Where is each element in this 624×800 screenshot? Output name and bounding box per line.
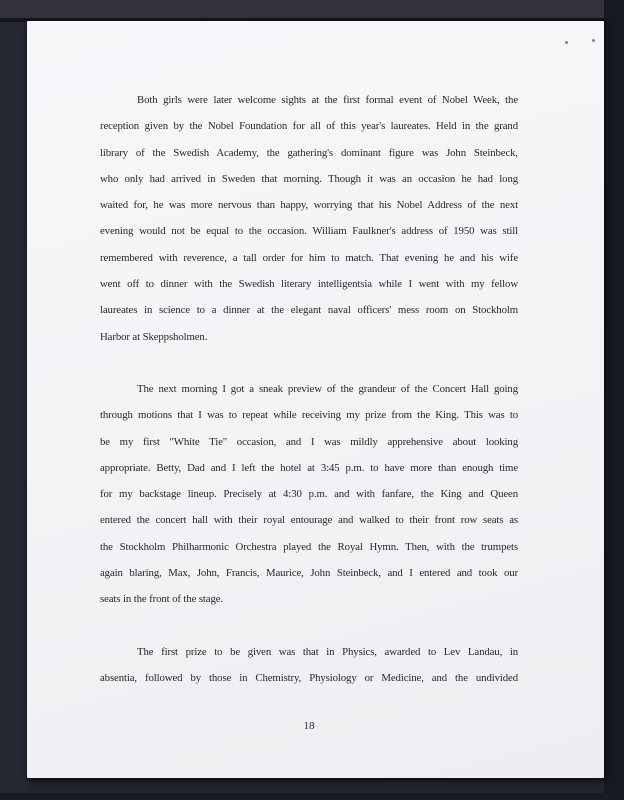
text-line: laureates in science to a dinner at the elegant naval officers' mess room on Stockholm [100,304,518,317]
text-line: through motions that I was to repeat while receiving my prize from the King. This was to [100,409,518,422]
text-line: Harbor at Skeppsholmen. [100,330,208,343]
text-line: for my backstage lineup. Precisely at 4:30 p.m. and with fanfare, the King and Queen [100,488,518,501]
text-line: waited for, he was more nervous than happy, worrying that his Nobel Address of the next [100,199,518,212]
backdrop-top-band [0,0,624,18]
paragraph-concert-hall [100,376,518,613]
text-line: library of the Swedish Academy, the gathering's dominant figure was John Steinbeck, [100,146,518,159]
text-line: remembered with reverence, a tall order for him to match. That evening he and his wife [100,251,518,264]
text-line: seats in the front of the stage. [100,593,223,606]
text-line: appropriate. Betty, Dad and I left the hotel at 3:45 p.m. to have more than enough time [100,461,518,474]
text-line: evening would not be equal to the occasion. William Faulkner's address of 1950 was still [100,225,518,238]
page-number: 18 [303,720,315,733]
scanned-page [27,21,604,778]
backdrop-left-band [0,22,28,800]
paragraph-nobel-reception [100,87,518,350]
text-line: Both girls were later welcome sights at the first formal event of Nobel Week, the [137,94,518,106]
text-line: entered the concert hall with their royal entourage and walked to their front row seats as [100,514,518,527]
paragraph-first-prize [100,639,518,692]
text-line: the Stockholm Philharmonic Orchestra played the Royal Hymn. Then, with the trumpets [100,540,518,553]
text-line: The first prize to be given was that in Physics, awarded to Lev Landau, in [137,645,518,658]
text-line: absentia, followed by those in Chemistry, Physiology or Medicine, and the undivided [100,671,518,684]
text-line: who only had arrived in Sweden that morning. Though it was an occasion he had long [100,172,518,185]
text-line: The next morning I got a sneak preview of the grandeur of the Concert Hall going [137,382,518,395]
page-body-text [27,21,604,778]
text-line: be my first "White Tie" occasion, and I was mildly apprehensive about looking [100,435,518,448]
text-line: again blaring, Max, John, Francis, Maurice, John Steinbeck, and I entered and took our [100,567,518,580]
text-line: reception given by the Nobel Foundation for all of this year's laureates. Held in the grand [100,120,518,133]
backdrop-bottom-band [0,793,624,800]
backdrop-right-band [604,0,624,800]
text-line: went off to dinner with the Swedish literary intelligentsia while I went with my fellow [100,278,518,291]
